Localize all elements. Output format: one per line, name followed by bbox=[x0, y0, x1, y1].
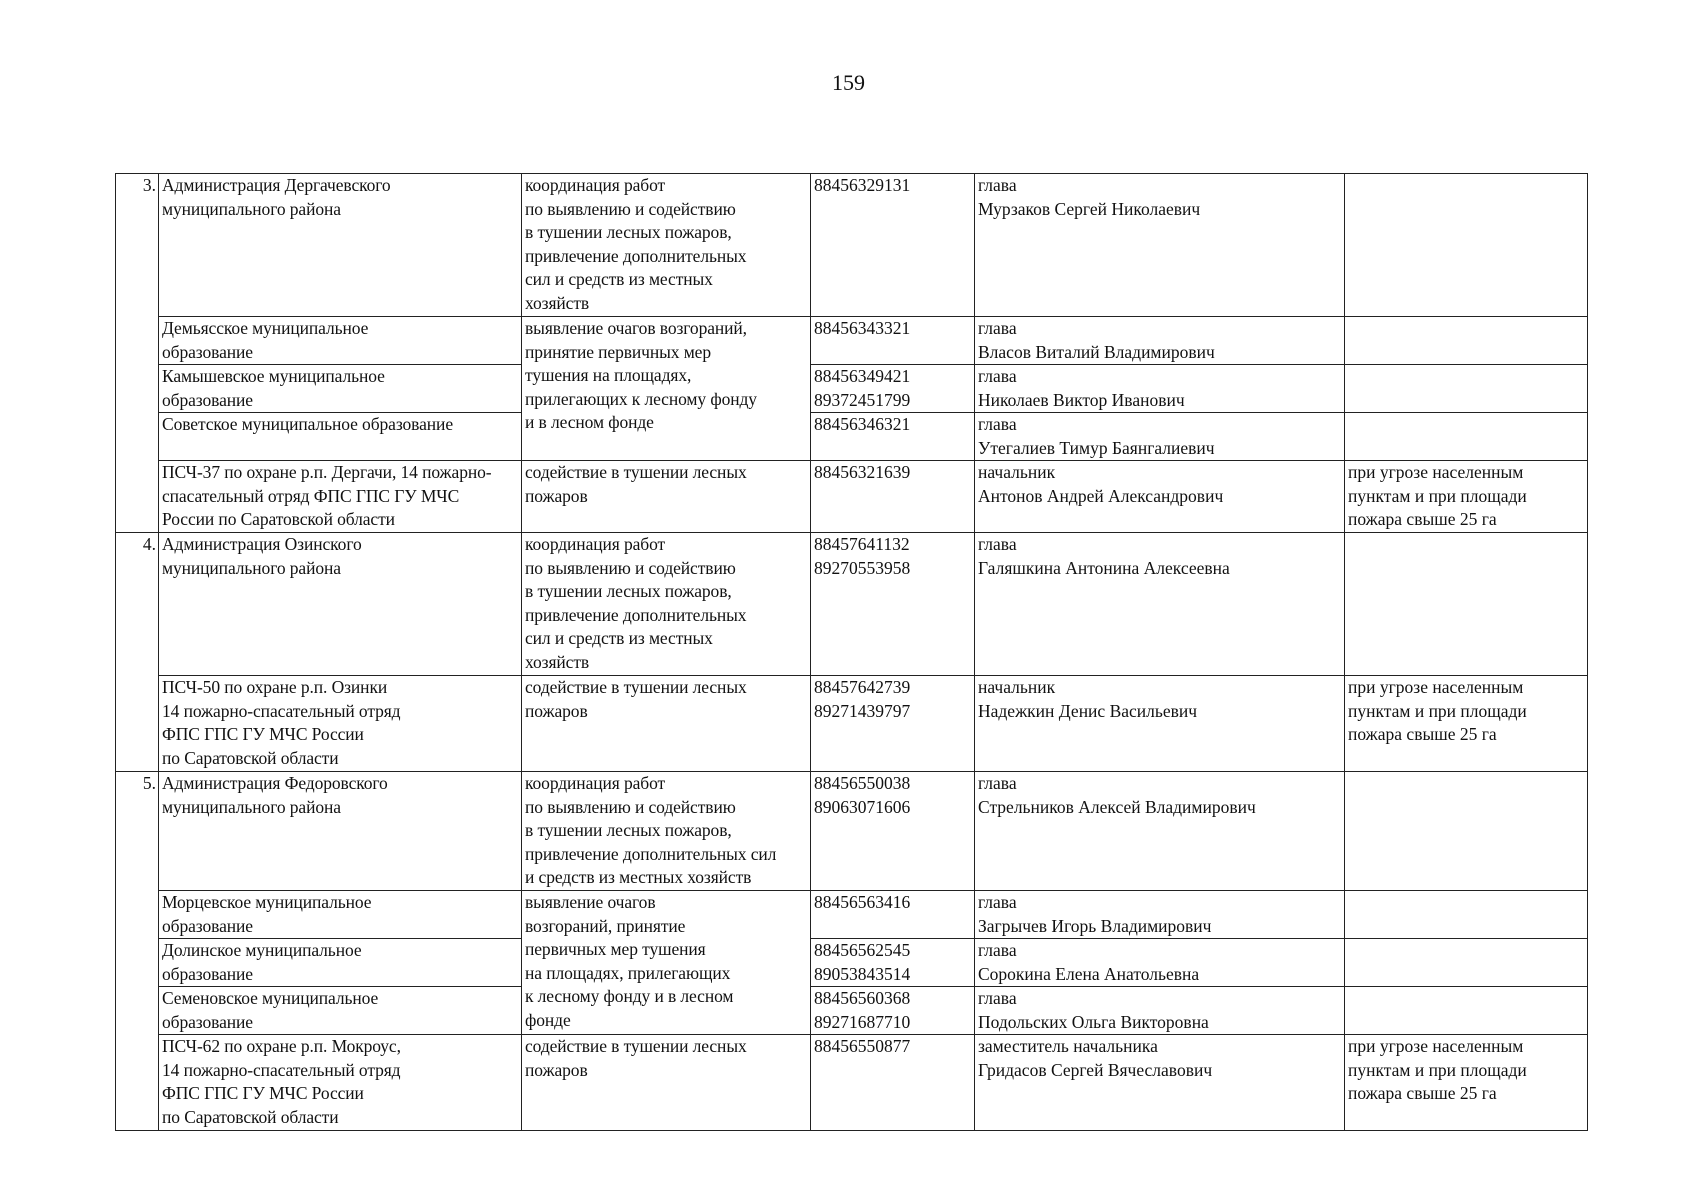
phone-cell: 88457642739 89271439797 bbox=[811, 676, 975, 772]
agencies-table bbox=[115, 173, 1588, 1131]
contact-cell: глава Стрельников Алексей Владимирович bbox=[975, 772, 1345, 891]
function-cell: содействие в тушении лесных пожаров bbox=[522, 676, 811, 772]
table-row bbox=[116, 676, 1588, 772]
note-cell bbox=[1345, 365, 1588, 413]
note-cell: при угрозе населенным пунктам и при площади пожара свыше 25 га bbox=[1345, 676, 1588, 772]
function-cell: содействие в тушении лесных пожаров bbox=[522, 1035, 811, 1131]
contact-cell: глава Подольских Ольга Викторовна bbox=[975, 987, 1345, 1035]
table-row bbox=[116, 987, 1588, 1035]
contact-cell: глава Загрычев Игорь Владимирович bbox=[975, 891, 1345, 939]
table-row bbox=[116, 365, 1588, 413]
group-number: 5. bbox=[116, 772, 159, 1131]
contact-cell: глава Сорокина Елена Анатольевна bbox=[975, 939, 1345, 987]
contact-cell: заместитель начальника Гридасов Сергей Вячеславович bbox=[975, 1035, 1345, 1131]
phone-cell: 88456560368 89271687710 bbox=[811, 987, 975, 1035]
phone-cell: 88456349421 89372451799 bbox=[811, 365, 975, 413]
organization-cell: ПСЧ-50 по охране р.п. Озинки 14 пожарно-спасательный отряд ФПС ГПС ГУ МЧС России по Саратовской области bbox=[159, 676, 522, 772]
contact-cell: начальник Надежкин Денис Васильевич bbox=[975, 676, 1345, 772]
organization-cell: Демьясское муниципальное образование bbox=[159, 317, 522, 365]
note-cell bbox=[1345, 939, 1588, 987]
function-cell: координация работ по выявлению и содействию в тушении лесных пожаров, привлечение дополнительных сил и средств из местных хозяйств bbox=[522, 772, 811, 891]
group-number: 4. bbox=[116, 533, 159, 772]
contact-cell: глава Власов Виталий Владимирович bbox=[975, 317, 1345, 365]
note-cell: при угрозе населенным пунктам и при площади пожара свыше 25 га bbox=[1345, 1035, 1588, 1131]
phone-cell: 88456562545 89053843514 bbox=[811, 939, 975, 987]
organization-cell: Советское муниципальное образование bbox=[159, 413, 522, 461]
phone-cell: 88456550877 bbox=[811, 1035, 975, 1131]
contact-cell: глава Галяшкина Антонина Алексеевна bbox=[975, 533, 1345, 676]
note-cell bbox=[1345, 891, 1588, 939]
table-row bbox=[116, 317, 1588, 365]
contact-cell: глава Мурзаков Сергей Николаевич bbox=[975, 174, 1345, 317]
phone-cell: 88457641132 89270553958 bbox=[811, 533, 975, 676]
note-cell bbox=[1345, 174, 1588, 317]
function-cell: координация работ по выявлению и содействию в тушении лесных пожаров, привлечение дополнительных сил и средств из местных хозяйств bbox=[522, 533, 811, 676]
table-row bbox=[116, 891, 1588, 939]
phone-cell: 88456550038 89063071606 bbox=[811, 772, 975, 891]
table-row bbox=[116, 533, 1588, 676]
phone-cell: 88456563416 bbox=[811, 891, 975, 939]
phone-cell: 88456346321 bbox=[811, 413, 975, 461]
function-cell: выявление очагов возгораний, принятие первичных мер тушения на площадях, прилегающих к лесному фонду и в лесном фонде bbox=[522, 891, 811, 1035]
organization-cell: Администрация Озинского муниципального района bbox=[159, 533, 522, 676]
function-cell: содействие в тушении лесных пожаров bbox=[522, 461, 811, 533]
phone-cell: 88456343321 bbox=[811, 317, 975, 365]
phone-cell: 88456321639 bbox=[811, 461, 975, 533]
note-cell bbox=[1345, 772, 1588, 891]
note-cell bbox=[1345, 413, 1588, 461]
organization-cell: Морцевское муниципальное образование bbox=[159, 891, 522, 939]
function-cell: выявление очагов возгораний, принятие первичных мер тушения на площадях, прилегающих к лесному фонду и в лесном фонде bbox=[522, 317, 811, 461]
organization-cell: Семеновское муниципальное образование bbox=[159, 987, 522, 1035]
table-row bbox=[116, 772, 1588, 891]
table-row bbox=[116, 174, 1588, 317]
note-cell bbox=[1345, 317, 1588, 365]
note-cell: при угрозе населенным пунктам и при площади пожара свыше 25 га bbox=[1345, 461, 1588, 533]
organization-cell: Администрация Дергачевского муниципального района bbox=[159, 174, 522, 317]
function-cell: координация работ по выявлению и содействию в тушении лесных пожаров, привлечение дополнительных сил и средств из местных хозяйств bbox=[522, 174, 811, 317]
table-row bbox=[116, 461, 1588, 533]
contact-cell: начальник Антонов Андрей Александрович bbox=[975, 461, 1345, 533]
table-row bbox=[116, 413, 1588, 461]
organization-cell: ПСЧ-37 по охране р.п. Дергачи, 14 пожарно- спасательный отряд ФПС ГПС ГУ МЧС России по Саратовской области bbox=[159, 461, 522, 533]
organization-cell: Долинское муниципальное образование bbox=[159, 939, 522, 987]
phone-cell: 88456329131 bbox=[811, 174, 975, 317]
organization-cell: Камышевское муниципальное образование bbox=[159, 365, 522, 413]
note-cell bbox=[1345, 533, 1588, 676]
contact-cell: глава Утегалиев Тимур Баянгалиевич bbox=[975, 413, 1345, 461]
table-row bbox=[116, 939, 1588, 987]
group-number: 3. bbox=[116, 174, 159, 533]
note-cell bbox=[1345, 987, 1588, 1035]
organization-cell: ПСЧ-62 по охране р.п. Мокроус, 14 пожарно-спасательный отряд ФПС ГПС ГУ МЧС России по Саратовской области bbox=[159, 1035, 522, 1131]
table-row bbox=[116, 1035, 1588, 1131]
organization-cell: Администрация Федоровского муниципального района bbox=[159, 772, 522, 891]
contact-cell: глава Николаев Виктор Иванович bbox=[975, 365, 1345, 413]
page-number: 159 bbox=[832, 70, 865, 95]
